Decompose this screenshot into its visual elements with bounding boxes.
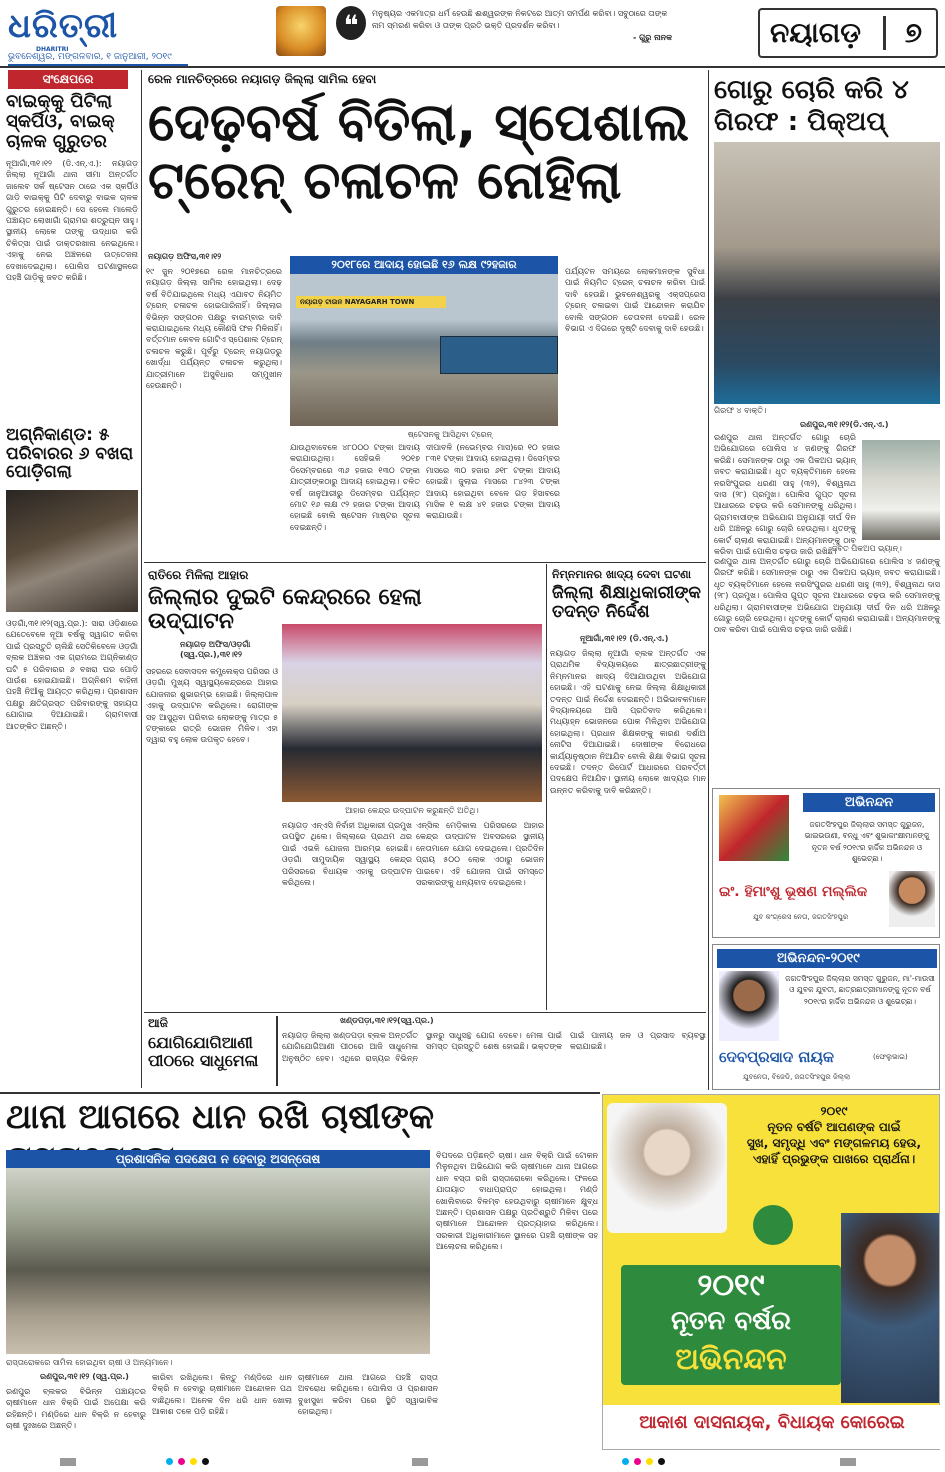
print-marks <box>0 1452 945 1472</box>
ad3-line2: ନୂତନ ବର୍ଷର <box>670 1306 792 1336</box>
mela-dateline: ଖଣ୍ଡପଡ଼ା,୩୧।୧୨(ସ୍ୱ.ପ୍ର.) <box>340 1016 434 1025</box>
yellow-dot <box>190 1458 197 1465</box>
road-bottom-1: ରଣପୁର ବ୍ଲକର ବିଭିନ୍ନ ପଞ୍ଚାୟତର ଚାଷୀମାନେ ଧାନ ବିକ୍ରି ପାଇଁ ଅପେକ୍ଷା କରି ରହିଛନ୍ତି। ମଣ୍ଡିରେ ଧାନ ବିକ୍ରି ନ ହେବାରୁ ଚାଷୀ ଦୁଃଖରେ ଅଛନ୍ତି। <box>6 1387 146 1431</box>
ad2-name: ଦେବପ୍ରସାଦ ନାୟକ <box>719 1048 834 1066</box>
mela-divider <box>276 1016 278 1086</box>
black-dot <box>202 1458 209 1465</box>
theft-body-2: ରଣପୁର ଥାନା ଅନ୍ତର୍ଗତ ଗୋରୁ ଚୋରି ଅଭିଯୋଗରେ ପୋଲିସ ୪ ଜଣଙ୍କୁ ଗିରଫ କରିଛି। ସେମାନଙ୍କ ଠାରୁ ଏକ ପିକଅପ ଭ୍ୟାନ୍ ଜବତ କରାଯାଇଛି। ଧୃତ ବ୍ୟକ୍ତିମାନେ ହେଲେ ନରସିଂପୁରର ଧରଣୀ ସାହୁ (୩୨), ବିଶ୍ୱନାଥ ଦାସ (୨୮) ପ୍ରମୁଖ। ପୋଲିସ ଗୁପ୍ତ ସୂଚନା ଆଧାରରେ ଚଢ଼ଉ କରି ସେମାନଙ୍କୁ ଧରିଥିଲା। ଗ୍ରାମବାସୀଙ୍କ ଅଭିଯୋଗ ଅନୁଯାୟୀ ଦୀର୍ଘ ଦିନ ଧରି ଅଞ୍ଚଳରୁ ଗୋରୁ ଚୋରି ହେଉଥିଲା। ଧୃତଙ୍କୁ କୋର୍ଟ ଚାଲାଣ କରାଯାଇଛି। ଅନ୍ୟମାନଙ୍କୁ ଠାବ କରିବା ପାଇଁ ପୋଲିସ ଚଢ଼ଉ ଜାରି ରଖିଛି। <box>714 557 940 635</box>
cyan-dot <box>166 1458 173 1465</box>
aahar-col3: ଏନ୍‌ସିଲ ମେଡ଼ିକାଲ ପରିସରରେ ଆହାର କେନ୍ଦ୍ର ଉଦ୍‌ଘାଟନ ଅବସରରେ ସ୍ଥାନୀୟ ନେତାମାନେ ଯୋଗ ଦେଇଥିଲେ। ପ୍ରତିଦିନ ପ୍ରାୟ ୫୦୦ ଲୋକ ଏଠାରୁ ଭୋଜନ ପାଇବେ। ଏହି ଯୋଜନା ପାଇଁ ସମସ୍ତେ ସରକାରଙ୍କୁ ଧନ୍ୟବାଦ ଦେଇଥିଲେ। <box>416 821 544 888</box>
ad3-portrait-1 <box>607 1103 727 1233</box>
train-coach <box>440 336 558 374</box>
section-name: ନୟାଗଡ଼ <box>770 16 862 49</box>
aahar-headline: ଜିଲ୍ଲାର ଦୁଇଟି କେନ୍ଦ୍ରରେ ହେଲା ଉଦ୍‌ଘାଟନ <box>148 585 422 635</box>
road-photo-caption: ରାସ୍ତାରୋକରେ ସାମିଲ ହୋଇଥିବା ଚାଷୀ ଓ ଅନ୍ୟମାନେ। <box>6 1358 173 1367</box>
theft-headline: ଗୋରୁ ଚୋରି କରି ୪ ଗିରଫ : ପିକ୍‌ଅପ୍ <box>714 75 909 137</box>
party-symbol-icon <box>753 1205 793 1245</box>
road-col-right: ବିପଦରେ ପଡ଼ିଛନ୍ତି ଚାଷୀ। ଧାନ ବିକ୍ରି ପାଇଁ ଟୋକନ ମିଳୁନଥିବା ଅଭିଯୋଗ କରି ଚାଷୀମାନେ ଥାନା ଆଗରେ ଧାନ ବସ୍ତା ରଖି ରାସ୍ତାରୋକୋ କରିଥିଲେ। ଫଳରେ ଯାତାୟାତ ବାଧାପ୍ରାପ୍ତ ହୋଇଥିଲା। ମଣ୍ଡି ଖୋଲିବାରେ ବିଳମ୍ବ ହେଉଥିବାରୁ ଚାଷୀମାନେ କ୍ଷୁବ୍ଧ ଅଛନ୍ତି। ପ୍ରଶାସନ ପକ୍ଷରୁ ପ୍ରତିଶ୍ରୁତି ମିଳିବା ପରେ ଚାଷୀମାନେ ଆନ୍ଦୋଳନ ପ୍ରତ୍ୟାହାର କରିଥିଲେ। ସରକାରୀ ଅଧିକାରୀମାନେ ସ୍ଥାନରେ ପହଞ୍ଚି ଚାଷୀଙ୍କ ସହ ଆଲୋଚନା କରିଥିଲେ। <box>436 1151 598 1252</box>
ad3-year: ୨୦୧୯ <box>697 1268 765 1303</box>
road-bottom-2: କାରିବା ରଖିଥିଲେ। କିନ୍ତୁ ମଣ୍ଡିରେ ଧାନ ବିକ୍ରି ନ ହେବାରୁ ଚାଷୀମାନେ ଆନ୍ଦୋଳନ ପଥ ବାଛିଥିଲେ। ଅନେକ ଦିନ ଧରି ଧାନ ଖୋଲା ଆକାଶ ତଳେ ପଡ଼ି ରହିଛି। <box>152 1373 292 1417</box>
road-headline: ଥାନା ଆଗରେ ଧାନ ରଖି ଚାଷୀଙ୍କ <box>6 1097 434 1137</box>
section-label <box>758 8 938 58</box>
ad2-title: ଅଭିନନ୍ଦନ-୨୦୧୯ <box>717 949 937 968</box>
ad1-portrait <box>889 871 935 927</box>
aahar-photo <box>282 624 542 802</box>
road-dateline: ରଣପୁର,୩୧।୧୨ (ସ୍ୱ.ପ୍ର.) <box>40 1372 129 1381</box>
road-bottom-3: ଚାଷୀମାନେ ଥାନା ଆଗରେ ପହଞ୍ଚି ରାସ୍ତା ଅବରୋଧ କରିଥିଲେ। ପୋଲିସ ଓ ପ୍ରଶାସନ ବୁଝାସୁଝା କରିବା ପରେ ସ୍ଥିତି ସ୍ୱାଭାବିକ ହୋଇଥିଲା। <box>298 1373 438 1417</box>
ad3-footer: ଆକାଶ ଦାସନାୟକ, ବିଧାୟକ କୋରେଇ <box>639 1412 905 1433</box>
ad3-line3: ଅଭିନନ୍ଦନ <box>675 1342 787 1377</box>
cyan-dot <box>622 1458 629 1465</box>
yellow-dot <box>646 1458 653 1465</box>
ad2-portrait <box>719 971 779 1041</box>
ad3-greeting-line1: ନୂତନ ବର୍ଷଟି ଆପଣଙ୍କ ପାଇଁ <box>767 1120 901 1134</box>
theft-photo-caption: ଗିରଫ ୪ ବାକ୍ତି। <box>714 406 767 415</box>
lead-photo-bar: ୨୦୧୮ରେ ଆଦାୟ ହୋଇଛି ୧୬ ଲକ୍ଷ ୯୨ହଜାର <box>290 256 558 274</box>
magenta-dot <box>178 1458 185 1465</box>
brief2-body: ଓଡ଼ଗାଁ,୩୧।୧୨(ସ୍ୱ.ପ୍ର.): ସାରା ଓଡ଼ିଶାରେ ଯେତେବେଳେ ନୂଆ ବର୍ଷକୁ ସ୍ୱାଗତ କରିବା ପାଇଁ ପ୍ରସ୍ତୁତି ଚାଲିଛି ସେତିକିବେଳେ ଓଡ଼ଗାଁ ବ୍ଲକ ଅଞ୍ଚଳର ଏକ ଗ୍ରାମରେ ଅଗ୍ନିକାଣ୍ଡ ଘଟି ୫ ପରିବାରର ୬ ବଖରା ଘର ପୋଡ଼ି ପାଉଁଶ ହୋଇଯାଇଛି। ଅଗ୍ନିଶମ ବାହିନୀ ପହଞ୍ଚି ନିଆଁକୁ ଆୟତ୍ତ କରିଥିଲା। ପ୍ରଶାସନ ପକ୍ଷରୁ କ୍ଷତିଗ୍ରସ୍ତ ପରିବାରଙ୍କୁ ସହାୟତା ଯୋଗାଇ ଦିଆଯାଇଛି। ଗ୍ରାମବାସୀ ଆତଙ୍କିତ ଅଛନ୍ତି। <box>6 619 138 731</box>
pickup-photo <box>862 440 940 540</box>
theft-dateline: ରଣପୁର,୩୧।୧୨(ଡି.ଏନ୍.ଏ.) <box>800 420 889 429</box>
aahar-photo-caption: ଆହାର କେନ୍ଦ୍ର ଉଦ୍‌ଘାଟନ କରୁଛନ୍ତି ଅତିଥି। <box>345 806 479 815</box>
lead-photo-caption: ଷ୍ଟେସନକୁ ଆସିଥିବା ଟ୍ରେନ୍ <box>407 430 493 439</box>
lead-col2: ଯାଉଥିବାବେଳେ ୪୮୦୦୦ ଟଙ୍କା ଆଦାୟ କରାଯାଉଥିଲା। ସେହିଭଳି ୨୦୧୭ ଡିସେମ୍ବରରେ ୩୬ ହଜାର ୧୩୦ ଟଙ୍କା ଯାତ୍ରୀଙ୍କଠାରୁ ଆଦାୟ ହୋଇଥିଲା। ଚଳିତ ବର୍ଷ ଜାନୁଆରୀରୁ ଡିସେମ୍ବର ପର୍ଯ୍ୟନ୍ତ ମୋଟ ୧୬ ଲକ୍ଷ ୯୨ ହଜାର ଟଙ୍କା ଆଦାୟ ହୋଇଛି ବୋଲି ଷ୍ଟେସନ ମାଷ୍ଟର ସୂଚନା ଦେଇଛନ୍ତି। <box>290 443 420 532</box>
page-number: ୭ <box>904 16 922 49</box>
ad3-greeting-line3: ଏହାହିଁ ପ୍ରଭୁଙ୍କ ପାଖରେ ପ୍ରାର୍ଥନା। <box>752 1152 916 1166</box>
ad1-title: ଅଭିନନ୍ଦନ <box>803 793 935 812</box>
masthead-rule <box>0 66 945 68</box>
gray-mark <box>60 1458 76 1466</box>
newspaper-logo: ଧରିତ୍ରୀ <box>8 6 119 46</box>
aahar-kicker: ରାତିରେ ମିଳିଲା ଆହାର <box>148 568 249 582</box>
column-divider <box>546 564 547 1010</box>
section-rule <box>0 1092 600 1094</box>
gray-mark <box>840 1458 856 1466</box>
school-dateline: ନୂଆଗାଁ,୩୧।୧୨ (ଡି.ଏନ୍.ଏ.) <box>580 634 669 643</box>
aahar-col1: ସହରରେ ସେବାସଦନ କମ୍ପ୍ଲେକ୍ସ ପରିସର ଓ ଓଡ଼ଗାଁ ମୁଖ୍ୟ ସ୍ୱାସ୍ଥ୍ୟକେନ୍ଦ୍ରରେ ଆହାର ଯୋଜନାର ଶୁଭାରମ୍ଭ ହୋଇଛି। ଜିଲ୍ଲାପାଳ ଏହାକୁ ଉଦ୍‌ଘାଟନ କରିଥିଲେ। ରୋଗୀଙ୍କ ସହ ଆସୁଥିବା ପରିବାର ଲୋକଙ୍କୁ ମାତ୍ର ୫ ଟଙ୍କାରେ ରାତ୍ରି ଭୋଜନ ମିଳିବ। ଏହା ଦ୍ୱାରା ବହୁ ଲୋକ ଉପକୃତ ହେବେ। <box>146 667 278 745</box>
lead-col3: ଦୀପାବଳି (ନଭେମ୍ବର ମାସ)ରେ ୧୦ ହଜାର ୮୩୧ ଟଙ୍କା ଆଦାୟ ହୋଇଥିଲା। ଡିସେମ୍ବର ମାସରେ ୩୦ ହଜାର ୬୧୮ ଟଙ୍କା ଆଦାୟ ହୋଇଛି। ଜୁଲାଇ ମାସରେ ୮୪୨୩ ଟଙ୍କା ଆଦାୟ ହୋଇଥିବା ବେଳେ ଗଡ଼ ହିସାବରେ ମାସିକ ୧ ଲକ୍ଷ ୪୧ ହଜାର ଟଙ୍କା ଆଦାୟ କରାଯାଉଛି। <box>426 443 560 521</box>
deity-image <box>719 795 789 861</box>
ad1-name: ଇଂ. ହିମାଂଶୁ ଭୂଷଣ ମଲ୍ଲିକ <box>719 884 868 900</box>
road-photo-bar: ପ୍ରଶାସନିକ ପଦକ୍ଷେପ ନ ହେବାରୁ ଅସନ୍ତୋଷ <box>6 1150 430 1168</box>
new-year-ad <box>602 1094 940 1450</box>
newspaper-logo-sub: DHARITRI <box>36 46 69 53</box>
ad3-greeting-year: ୨୦୧୯ <box>820 1104 848 1118</box>
road-photo <box>6 1168 430 1354</box>
ad1-text: ଜଗତସିଂହପୁର ଜିଲ୍ଲାର ସମସ୍ତ ଗୁରୁଜନ, ଭାଇଭଉଣୀ, ବନ୍ଧୁ ଏବଂ ଶୁଭାକାଂକ୍ଷୀମାନଙ୍କୁ ନୂତନ ବର୍ଷ ୨୦୧୯ର ହାର୍ଦ୍ଦିକ ଅଭିନନ୍ଦନ ଓ ଶୁଭେଚ୍ଛା। <box>804 820 930 864</box>
briefs-tag: ସଂକ୍ଷେପରେ <box>8 70 128 89</box>
pickup-caption: ଜବତ ପିକଅପ ଭ୍ୟାନ୍। <box>832 544 902 553</box>
guru-nanak-portrait <box>276 6 326 56</box>
theft-body-1: ରଣପୁର ଥାନା ଅନ୍ତର୍ଗତ ଗୋରୁ ଚୋରି ଅଭିଯୋଗରେ ପୋଲିସ ୪ ଜଣଙ୍କୁ ଗିରଫ କରିଛି। ସେମାନଙ୍କ ଠାରୁ ଏକ ପିକଅପ ଭ୍ୟାନ୍ ଜବତ କରାଯାଇଛି। ଧୃତ ବ୍ୟକ୍ତିମାନେ ହେଲେ ନରସିଂପୁରର ଧରଣୀ ସାହୁ (୩୨), ବିଶ୍ୱନାଥ ଦାସ (୨୮) ପ୍ରମୁଖ। ପୋଲିସ ଗୁପ୍ତ ସୂଚନା ଆଧାରରେ ଚଢ଼ଉ କରି ସେମାନଙ୍କୁ ଧରିଥିଲା। ଗ୍ରାମବାସୀଙ୍କ ଅଭିଯୋଗ ଅନୁଯାୟୀ ଦୀର୍ଘ ଦିନ ଧରି ଅଞ୍ଚଳରୁ ଗୋରୁ ଚୋରି ହେଉଥିଲା। ଧୃତଙ୍କୁ କୋର୍ଟ ଚାଲାଣ କରାଯାଇଛି। ଅନ୍ୟମାନଙ୍କୁ ଠାବ କରିବା ପାଇଁ ପୋଲିସ ଚଢ଼ଉ ଜାରି ରଖିଛି। <box>714 433 856 557</box>
ad3-greeting-line2: ସୁଖ, ସମୃଦ୍ଧି ଏବଂ ମଙ୍ଗଳମୟ ହେଉ, <box>746 1136 922 1150</box>
quote-mark-icon: ❝ <box>336 6 366 40</box>
quote-author: - ଗୁରୁ ନାନକ <box>633 33 672 42</box>
ad2-role: ଯୁବନେତା, ବିଜେଡି, ଜଗତସିଂହପୁର ଜିଲ୍ଲା <box>743 1073 851 1081</box>
lead-kicker: ରେଳ ମାନଚିତ୍ରରେ ନୟାଗଡ଼ ଜିଲ୍ଲା ସାମିଲ ହେବା <box>148 72 377 86</box>
black-dot <box>658 1458 665 1465</box>
magenta-dot <box>634 1458 641 1465</box>
brief2-headline: ଅଗ୍ନିକାଣ୍ଡ: ୫ ପରିବାରର ୬ ବଖରା ପୋଡ଼ିଗଲା <box>6 425 134 483</box>
section-divider <box>883 16 886 50</box>
brief1-headline: ବାଇକ୍‌କୁ ପିଟିଲା ସ୍କର୍ପିଓ, ବାଇକ୍ ଚାଳକ ଗୁରୁତର <box>6 91 115 152</box>
station-sign: ନୟାଗଡ଼ ଟାଉନ NAYAGARH TOWN <box>296 296 446 308</box>
brief1-body: ନୂଆଗାଁ,୩୧।୧୨ (ଡି.ଏନ୍.ଏ.): ନୟାଗଡ଼ ଜିଲ୍ଲା ନୂଆଗାଁ ଥାନା ସୀମା ଅନ୍ତର୍ଗତ ଜାଲେବ ସର୍କ ଷ୍ଟେସନ ଠାରେ ଏକ ସ୍କର୍ପିଓ ଗାଡ଼ି ବାଇକ୍‌କୁ ପିଟି ଦେବାରୁ ବାଇକ ଚାଳକ ଗୁରୁତର ହୋଇଛନ୍ତି। ସେ ହେଲେ ମାଲେଡ଼ି ପଞ୍ଚାୟତ ଲୋଖାଗାଁ ଗ୍ରାମର ଶତ୍ରୁଘ୍ନ ସାହୁ। ସ୍ଥାନୀୟ ଲୋକେ ତାଙ୍କୁ ଉଦ୍ଧାର କରି ଚିକିତ୍ସା ପାଇଁ ଡାକ୍ତରଖାନା ନେଇଥିଲେ। ଏହାକୁ ନେଇ ଅଞ୍ଚଳରେ ଉତ୍ତେଜନା ଦେଖାଦେଇଥିଲା। ପୋଲିସ ଘଟଣାସ୍ଥଳରେ ପହଞ୍ଚି ଗାଡ଼ିକୁ ଜବତ କରିଛି। <box>6 159 138 283</box>
arrested-photo <box>714 142 940 404</box>
greeting-ad-1 <box>712 788 940 938</box>
ad2-nick: (ଫେଲୁଭାଇ) <box>873 1053 908 1061</box>
section-rule <box>144 1012 706 1013</box>
gray-mark <box>412 1458 428 1466</box>
greeting-ad-2 <box>712 944 940 1090</box>
mela-body: ନୟାଗଡ଼ ଜିଲ୍ଲା ଖଣ୍ଡପଡ଼ା ବ୍ଲକ ଅନ୍ତର୍ଗତ ଯୋଗିଯୋଗିଆଣୀ ପୀଠରେ ଆଜି ସାଧୁମେଳା ଅନୁଷ୍ଠିତ ହେବ। ଏଥିରେ ରାଜ୍ୟର ବିଭିନ୍ନ ସ୍ଥାନରୁ ସାଧୁସନ୍ଥ ଯୋଗ ଦେବେ। ମେଳା ପାଇଁ ସମସ୍ତ ପ୍ରସ୍ତୁତି ଶେଷ ହୋଇଛି। ଭକ୍ତଙ୍କ ପାଇଁ ପାନୀୟ ଜଳ ଓ ପ୍ରସାଦ ବ୍ୟବସ୍ଥା କରାଯାଇଛି। <box>282 1031 706 1063</box>
lead-col1: ୧୯ ଜୁନ ୨୦୧୭ରେ ରେଳ ମାନଚିତ୍ରରେ ନୟାଗଡ଼ ଜିଲ୍ଲା ସାମିଲ ହୋଇଥିଲା। ଦେଢ଼ ବର୍ଷ ବିତିଯାଇଥିଲେ ମଧ୍ୟ ଏଯାବତ ନିୟମିତ ଟ୍ରେନ୍ ଚଳାଚଳ ହୋଇପାରିନାହିଁ। ଜିଲ୍ଲାର ବିଭିନ୍ନ ସଙ୍ଗଠନ ପକ୍ଷରୁ ବାରମ୍ବାର ଦାବି କରାଯାଇଥିଲେ ମଧ୍ୟ କୌଣସି ଫଳ ମିଳିନାହିଁ। ବର୍ତ୍ତମାନ କେବଳ ଗୋଟିଏ ସ୍ପେଶାଲ ଟ୍ରେନ୍ ଚଳାଚଳ କରୁଛି। ପୂର୍ବରୁ ଟ୍ରେନ୍ ନୟାଗଡ଼ରୁ ଖୋର୍ଦ୍ଧା ପର୍ଯ୍ୟନ୍ତ ଚଳାଚଳ କରୁଥିଲା। ଯାତ୍ରୀମାନେ ଅସୁବିଧାର ସମ୍ମୁଖୀନ ହେଉଛନ୍ତି। <box>146 267 282 391</box>
column-divider <box>708 70 709 1090</box>
ad3-greeting <box>729 1103 939 1167</box>
date-line: ଭୁବନେଶ୍ୱର, ମଙ୍ଗଳବାର, ୧ ଜାନୁଆରୀ, ୨୦୧୯ <box>8 52 188 66</box>
aahar-col2: ନୟାଗଡ଼ ଏନ୍‌ଏସି ନିର୍ବାହୀ ଅଧିକାରୀ ପ୍ରମୁଖ ଉପସ୍ଥିତ ଥିଲେ। ଜିଲ୍ଲାରେ ପ୍ରଥମ ଥର ପାଇଁ ଏଭଳି ଯୋଜନା ଆରମ୍ଭ ହୋଇଛି। ଓଡ଼ଗାଁ ସାମୁଦାୟିକ ସ୍ୱାସ୍ଥ୍ୟ କେନ୍ଦ୍ର ପରିସରରେ ବିଧାୟକ ଏହାକୁ ଉଦ୍‌ଘାଟନ କରିଥିଲେ। <box>282 821 412 888</box>
school-headline: ଜିଲ୍ଲା ଶିକ୍ଷାଧିକାରୀଙ୍କ ତଦନ୍ତ ନିର୍ଦ୍ଦେଶ <box>552 583 701 622</box>
school-body: ନୟାଗଡ଼ ଜିଲ୍ଲା ନୂଆଗାଁ ବ୍ଲକ ଅନ୍ତର୍ଗତ ଏକ ପ୍ରାଥମିକ ବିଦ୍ୟାଳୟରେ ଛାତ୍ରଛାତ୍ରୀଙ୍କୁ ନିମ୍ନମାନର ଖାଦ୍ୟ ଦିଆଯାଉଥିବା ଅଭିଯୋଗ ହୋଇଛି। ଏହି ଘଟଣାକୁ ନେଇ ଜିଲ୍ଲା ଶିକ୍ଷାଧିକାରୀ ତଦନ୍ତ ପାଇଁ ନିର୍ଦ୍ଦେଶ ଦେଇଛନ୍ତି। ଅଭିଭାବକମାନେ ବିଦ୍ୟାଳୟରେ ଆସି ପ୍ରତିବାଦ କରିଥିଲେ। ମଧ୍ୟାହ୍ନ ଭୋଜନରେ ପୋକ ମିଳିଥିବା ଅଭିଯୋଗ ହୋଇଥିଲା। ପ୍ରଧାନ ଶିକ୍ଷକଙ୍କୁ କାରଣ ଦର୍ଶାଅ ନୋଟିସ ଦିଆଯାଇଛି। ଦୋଷୀଙ୍କ ବିରୋଧରେ କାର୍ଯ୍ୟାନୁଷ୍ଠାନ ନିଆଯିବ ବୋଲି ଶିକ୍ଷା ବିଭାଗ ସୂଚନା ଦେଇଛି। ତଦନ୍ତ ରିପୋର୍ଟ ଆଧାରରେ ପରବର୍ତ୍ତୀ ପଦକ୍ଷେପ ନିଆଯିବ। ସ୍ଥାନୀୟ ଲୋକେ ଖାଦ୍ୟର ମାନ ଉନ୍ନତ କରିବାକୁ ଦାବି କରିଛନ୍ତି। <box>550 649 706 795</box>
quote-text <box>372 8 672 44</box>
fire-photo <box>6 490 138 612</box>
section-rule <box>144 562 706 563</box>
train-photo <box>290 274 558 426</box>
aahar-dateline: ନୟାଗଡ଼ ଅଫିସ/ଓଡ଼ଗାଁ (ସ୍ୱ.ପ୍ର.),୩୧।୧୨ <box>180 640 251 659</box>
quote-body: ମନୁଷ୍ୟର ଏକମାତ୍ର ଧର୍ମ ହେଉଛି ଈଶ୍ୱରଙ୍କ ନିକଟରେ ଆତ୍ମ ସମର୍ପଣ କରିବା। ସବୁଠାରେ ତାଙ୍କ ନାମ ସ୍ମରଣ କରିବା ଓ ତାଙ୍କ ପ୍ରତି ଭକ୍ତି ପ୍ରଦର୍ଶନ କରିବା। <box>372 9 668 30</box>
ad2-text: ଜଗତସିଂହପୁର ଜିଲ୍ଲାର ସମସ୍ତ ଗୁରୁଜନ, ମା'-ମାଉସୀ ଓ ଯୁବକ ଯୁବତୀ, ଛାତ୍ରଛାତ୍ରୀମାନଙ୍କୁ ନୂତନ ବର୍ଷ ୨୦୧୯ର ହାର୍ଦ୍ଦିକ ଅଭିନନ୍ଦନ ଓ ଶୁଭେଚ୍ଛା। <box>785 974 935 1006</box>
column-divider <box>141 70 142 1088</box>
school-kicker: ନିମ୍ନମାନର ଖାଦ୍ୟ ଦେବା ଘଟଣା <box>552 568 691 581</box>
ad3-portrait-2 <box>841 1213 939 1403</box>
lead-col4: ପର୍ଯ୍ୟଟନ ସମୟରେ ଲୋକମାନଙ୍କ ସୁବିଧା ପାଇଁ ନିୟମିତ ଟ୍ରେନ୍ ଚଳାଚଳ କରିବା ପାଇଁ ଦାବି ହେଉଛି। ଭୁବନେଶ୍ୱରକୁ ଏକ୍ସପ୍ରେସ ଟ୍ରେନ୍ ଚଳାଇବା ପାଇଁ ଆନ୍ଦୋଳନ କରାଯିବ ବୋଲି ସଙ୍ଗଠନ ଚେତାବନୀ ଦେଇଛି। ରେଳ ବିଭାଗ ଏ ଦିଗରେ ଦୃଷ୍ଟି ଦେବାକୁ ଦାବି ହେଉଛି। <box>565 267 705 334</box>
mela-headline: ଯୋଗିଯୋଗିଆଣୀ ପୀଠରେ ସାଧୁମେଳା <box>148 1033 259 1070</box>
lead-headline: ଦେଢ଼ବର୍ଷ ବିତିଲା, ସ୍ପେଶାଲ ଟ୍ରେନ୍ ଚଳାଚଳ ନୋହିଲା <box>148 93 689 211</box>
ad1-role: ଯୁବ କଂଗ୍ରେସ ନେତା, ଜଗତସିଂହପୁର <box>753 913 849 921</box>
mela-kicker: ଆଜି <box>148 1016 168 1030</box>
lead-dateline: ନୟାଗଡ଼ ଅଫିସ,୩୧।୧୨ <box>148 252 222 261</box>
